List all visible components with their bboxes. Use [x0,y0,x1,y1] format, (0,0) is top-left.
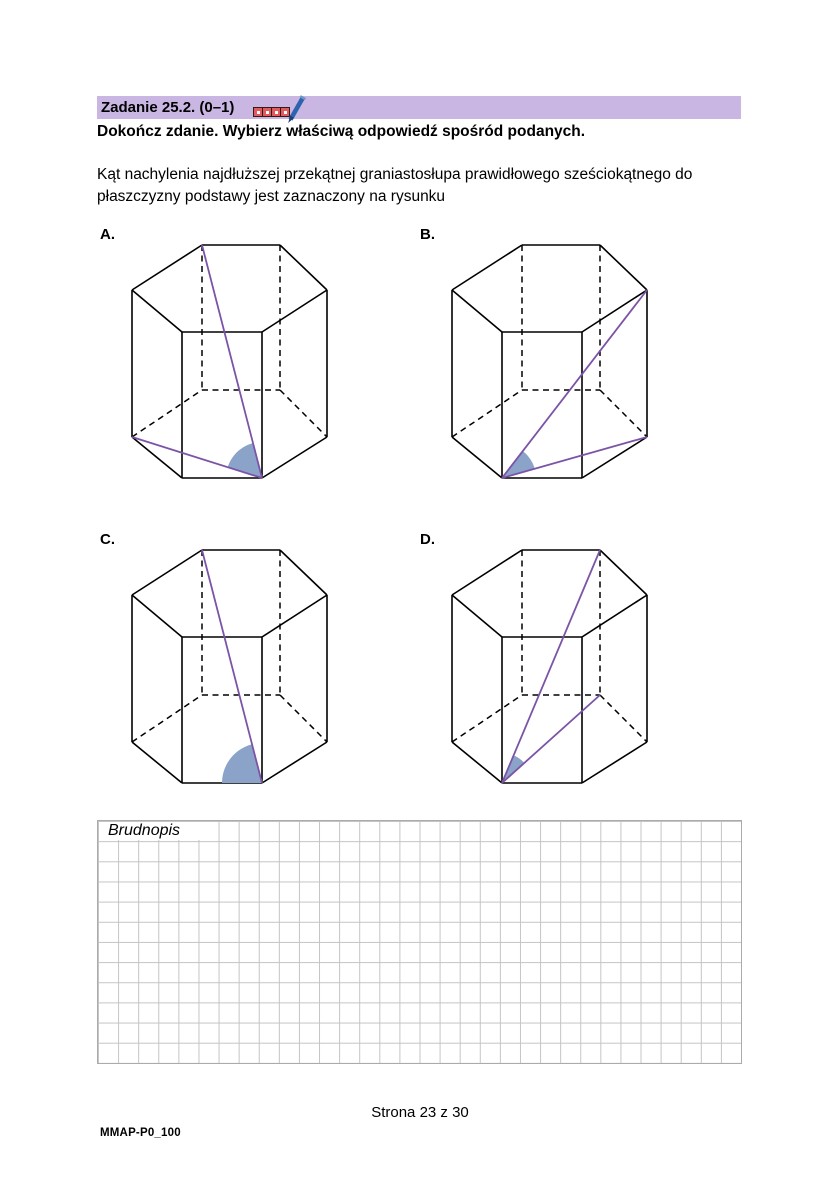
option-label-b: B. [420,226,435,243]
prism-figure-option-a [125,237,335,485]
question-line-1: Kąt nachylenia najdłuższej przekątnej graniastosłupa prawidłowego sześciokątnego do [97,166,693,183]
prism-figure-option-d [445,542,655,790]
sheet-code: MMAP-P0_100 [100,1127,181,1139]
answer-boxes-icon [253,107,290,117]
option-label-c: C. [100,531,115,548]
page-number: Strona 23 z 30 [371,1104,469,1121]
pen-icon [286,94,308,124]
task-title: Zadanie 25.2. (0–1) [101,99,235,116]
answer-box-icon [272,108,280,116]
scratchpad-label: Brudnopis [106,822,208,840]
option-label-d: D. [420,531,435,548]
question-text [97,164,777,208]
instruction-text: Dokończ zdanie. Wybierz właściwą odpowiedź spośród podanych. [97,123,586,140]
prism-figure-option-c [125,542,335,790]
task-header-bar [97,96,741,119]
answer-box-icon [254,108,262,116]
scratchpad-grid [97,820,742,1064]
prism-figure-option-b [445,237,655,485]
answer-boxes-pen-icon [253,102,305,122]
answer-box-icon [263,108,271,116]
option-label-a: A. [100,226,115,243]
question-line-2: płaszczyzny podstawy jest zaznaczony na rysunku [97,188,446,205]
